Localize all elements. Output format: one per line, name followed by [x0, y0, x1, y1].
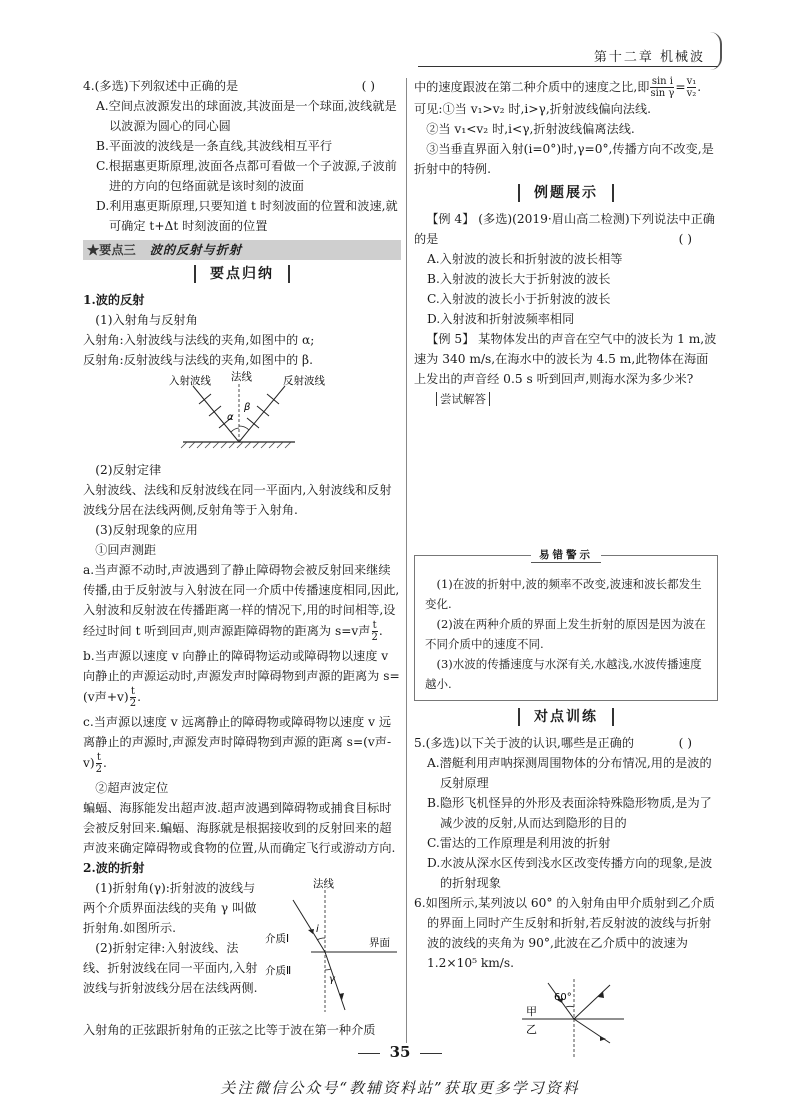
q5-option-d: D.水波从深水区传到浅水区改变传播方向的现象,是波的折射现象 — [427, 856, 713, 890]
right-column — [414, 76, 718, 1065]
footer-note: 关注微信公众号“教辅资料站”获取更多学习资料 — [220, 1079, 580, 1097]
label-incident-wave-line: 入射波线 — [169, 375, 211, 387]
ex4-stem: 【例 4】 (多选)(2019·眉山高二检测)下列说法中正确的是 ( ) — [414, 212, 715, 246]
reflected-ray — [239, 386, 285, 442]
reflection-diagram — [83, 370, 401, 454]
q6-reflected-ray — [574, 985, 610, 1019]
q6-medium-2: 乙 — [526, 1023, 537, 1036]
q4-option-a: A.空间点波源发出的球面波,其波面是一个球面,波线就是以波源为圆心的同心圆 — [96, 99, 397, 133]
refraction-case-2: ②当 v₁<v₂ 时,i<γ,折射波线偏离法线. — [426, 122, 635, 136]
reflection-sub1: (1)入射角与反射角 — [95, 313, 198, 327]
refraction-heading: 2.波的折射 — [83, 861, 145, 875]
incident-ray-refraction — [293, 900, 325, 952]
refraction-angle-def: (1)折射角(γ):折射波的波线与两个介质界面法线的夹角 γ 叫做折射角.如图所示. — [83, 881, 257, 935]
question-5: 5.(多选)以下关于波的认识,哪些是正确的 ( ) A.潜艇利用声呐探测周围物体的分布情况,用的是波的反射原理 B.隐形飞机怪异的外形及表面涂特殊隐形物质,是为了减少波的反射,从而达到隐形的目的 C.雷达的工作原理是利用波的折射 D.水波从深水区传到浅水区改变传播方向的现象,是波的折射现象 — [414, 733, 718, 893]
q4-option-d: D.利用惠更斯原理,只要知道 t 时刻波面的位置和波速,就可确定 t+Δt 时刻波面的位置 — [96, 199, 398, 233]
label-interface: 界面 — [369, 937, 390, 949]
label-i: i — [316, 924, 319, 935]
echo-case-b: b.当声源以速度 v 向静止的障碍物运动或障碍物以速度 v 向静止的声源运动时,声源发声时障碍物到声源的距离为 s=(v声+v) $\frac{t}{2}$ . — [83, 649, 400, 709]
label-medium-2: 介质Ⅱ — [265, 965, 292, 977]
ultrasound-title: ②超声波定位 — [95, 781, 169, 795]
ultrasound-text: 蝙蝠、海豚能发出超声波.超声波遇到障碍物或捕食目标时会被反射回来.蝙蝠、海豚就是根据接收到的反射回来的超声波来确定障碍物或食物的位置,从而确定飞行或游动方向. — [83, 801, 396, 855]
header-decoration — [710, 32, 722, 70]
key-point-title: 波的反射与折射 — [149, 243, 243, 257]
example-5: 【例 5】 某物体发出的声音在空气中的波长为 1 m,波速为 340 m/s,在海水中的波长为 4.5 m,此物体在海面上发出的声音经 0.5 s 听到回声,则海水深为多少米? — [414, 332, 717, 386]
echo-case-a: a.当声源不动时,声波遇到了静止障碍物会被反射回来继续传播,由于反射波与入射波在同一介质中传播速度相同,因此,入射波和反射波在传播距离一样的情况下,用的时间相等,设经过时间 t 听到回声,则声源距障碍物的距离为 s=v声 $\frac{t}{2}$ . — [83, 563, 400, 643]
incident-angle-def: 入射角:入射波线与法线的夹角,如图中的 α; — [83, 333, 315, 347]
refraction-case-3: ③当垂直界面入射(i=0°)时,γ=0°,传播方向不改变,是折射中的特例. — [414, 142, 714, 176]
label-refraction-normal: 法线 — [313, 878, 334, 890]
label-medium-1: 介质Ⅰ — [265, 933, 290, 945]
ex4-option-d: D.入射波和折射波频率相同 — [427, 312, 575, 326]
reflection-law: 入射波线、法线和反射波线在同一平面内,入射波线和反射波线分居在法线两侧,反射角等于入射角. — [83, 483, 392, 517]
key-point-label: ★要点三 — [87, 243, 136, 257]
q6-medium-1: 甲 — [526, 1005, 537, 1018]
question-6: 6.如图所示,某列波以 60° 的入射角由甲介质射到乙介质的界面上同时产生反射和折射,若反射波的波线与折射波的波线的夹角为 90°,此波在乙介质中的波速为 1.2×10⁵ km/s. — [414, 896, 715, 970]
q6-angle-label: 60° — [554, 992, 572, 1003]
label-reflected-wave-line: 反射波线 — [283, 375, 325, 387]
header-rule — [418, 66, 718, 67]
warning-box — [414, 549, 718, 701]
q5-stem: 5.(多选)以下关于波的认识,哪些是正确的 — [414, 736, 635, 750]
chapter-header: 第十二章 机械波 — [593, 50, 705, 65]
ex4-option-c: C.入射波的波长小于折射波的波长 — [427, 292, 611, 306]
warning-item: (3)水波的传播速度与水深有关,水越浅,水波传播速度越小. — [425, 657, 702, 691]
summary-title: 要点归纳 — [83, 264, 401, 284]
ex4-option-a: A.入射波的波长和折射波的波长相等 — [427, 252, 623, 266]
echo-case-c: c.当声源以速度 v 远离静止的障碍物或障碍物以速度 v 远离静止的声源时,声源发声时障碍物到声源的距离 s=(v声-v) $\frac{t}{2}$ . — [83, 715, 392, 775]
refraction-case-1: 可见:①当 v₁>v₂ 时,i>γ,折射波线偏向法线. — [414, 102, 652, 116]
q5-option-c: C.雷达的工作原理是利用波的折射 — [427, 836, 611, 850]
key-point-banner — [83, 240, 401, 260]
label-beta: β — [244, 402, 251, 413]
column-divider — [406, 78, 407, 1043]
question-4 — [83, 76, 401, 236]
echo-title: ①回声测距 — [95, 543, 157, 557]
refraction-law: (2)折射定律:入射波线、法线、折射波线在同一平面内,入射波线与折射波线分居在法线两侧. — [83, 941, 258, 995]
q4-option-b: B.平面波的波线是一条直线,其波线相互平行 — [96, 139, 333, 153]
q5-option-a: A.潜艇利用声呐探测周围物体的分布情况,用的是波的反射原理 — [427, 756, 712, 790]
label-alpha: α — [227, 412, 234, 423]
examples-title: 例题展示 — [414, 183, 718, 203]
refraction-continued: 中的速度跟波在第二种介质中的速度之比,即 $\frac{\text{sin i}}{\text{sin γ}}$ = $\frac{\text{v₁}}{\text{v₂}}$ . — [414, 76, 702, 99]
reflection-heading: 1.波的反射 — [83, 293, 145, 307]
label-gamma: γ — [329, 974, 335, 985]
refraction-tail: 入射角的正弦跟折射角的正弦之比等于波在第一种介质 — [83, 1023, 376, 1037]
reflection-sub3: (3)反射现象的应用 — [95, 523, 198, 537]
reflection-angle-def: 反射角:反射波线与法线的夹角,如图中的 β. — [83, 353, 313, 367]
warning-title: 易错警示 — [531, 548, 601, 563]
q5-option-b: B.隐形飞机怪异的外形及表面涂特殊隐形物质,是为了减少波的反射,从而达到隐形的目的 — [427, 796, 712, 830]
page-number: 35 — [0, 1042, 800, 1062]
try-answer-label: 尝试解答 — [436, 392, 490, 406]
warning-item: (1)在波的折射中,波的频率不改变,波速和波长都发生变化. — [425, 577, 702, 611]
reflection-sub2: (2)反射定律 — [95, 463, 162, 477]
left-column — [83, 76, 401, 1040]
refraction-block — [83, 878, 401, 1020]
q4-stem: 4.(多选)下列叙述中正确的是 — [83, 79, 239, 93]
q4-answer-blank: ( ) — [361, 79, 375, 93]
example-4 — [414, 209, 718, 329]
q4-option-c: C.根据惠更斯原理,波面各点都可看做一个子波源,子波前进的方向的包络面就是该时刻的波面 — [96, 159, 397, 193]
practice-title: 对点训练 — [414, 707, 718, 727]
refraction-diagram — [263, 878, 401, 1018]
label-normal: 法线 — [231, 371, 252, 383]
ex4-option-b: B.入射波的波长大于折射波的波长 — [427, 272, 611, 286]
refracted-ray — [325, 952, 345, 1010]
warning-item: (2)波在两种介质的界面上发生折射的原因是因为波在不同介质中的速度不同. — [425, 617, 706, 651]
